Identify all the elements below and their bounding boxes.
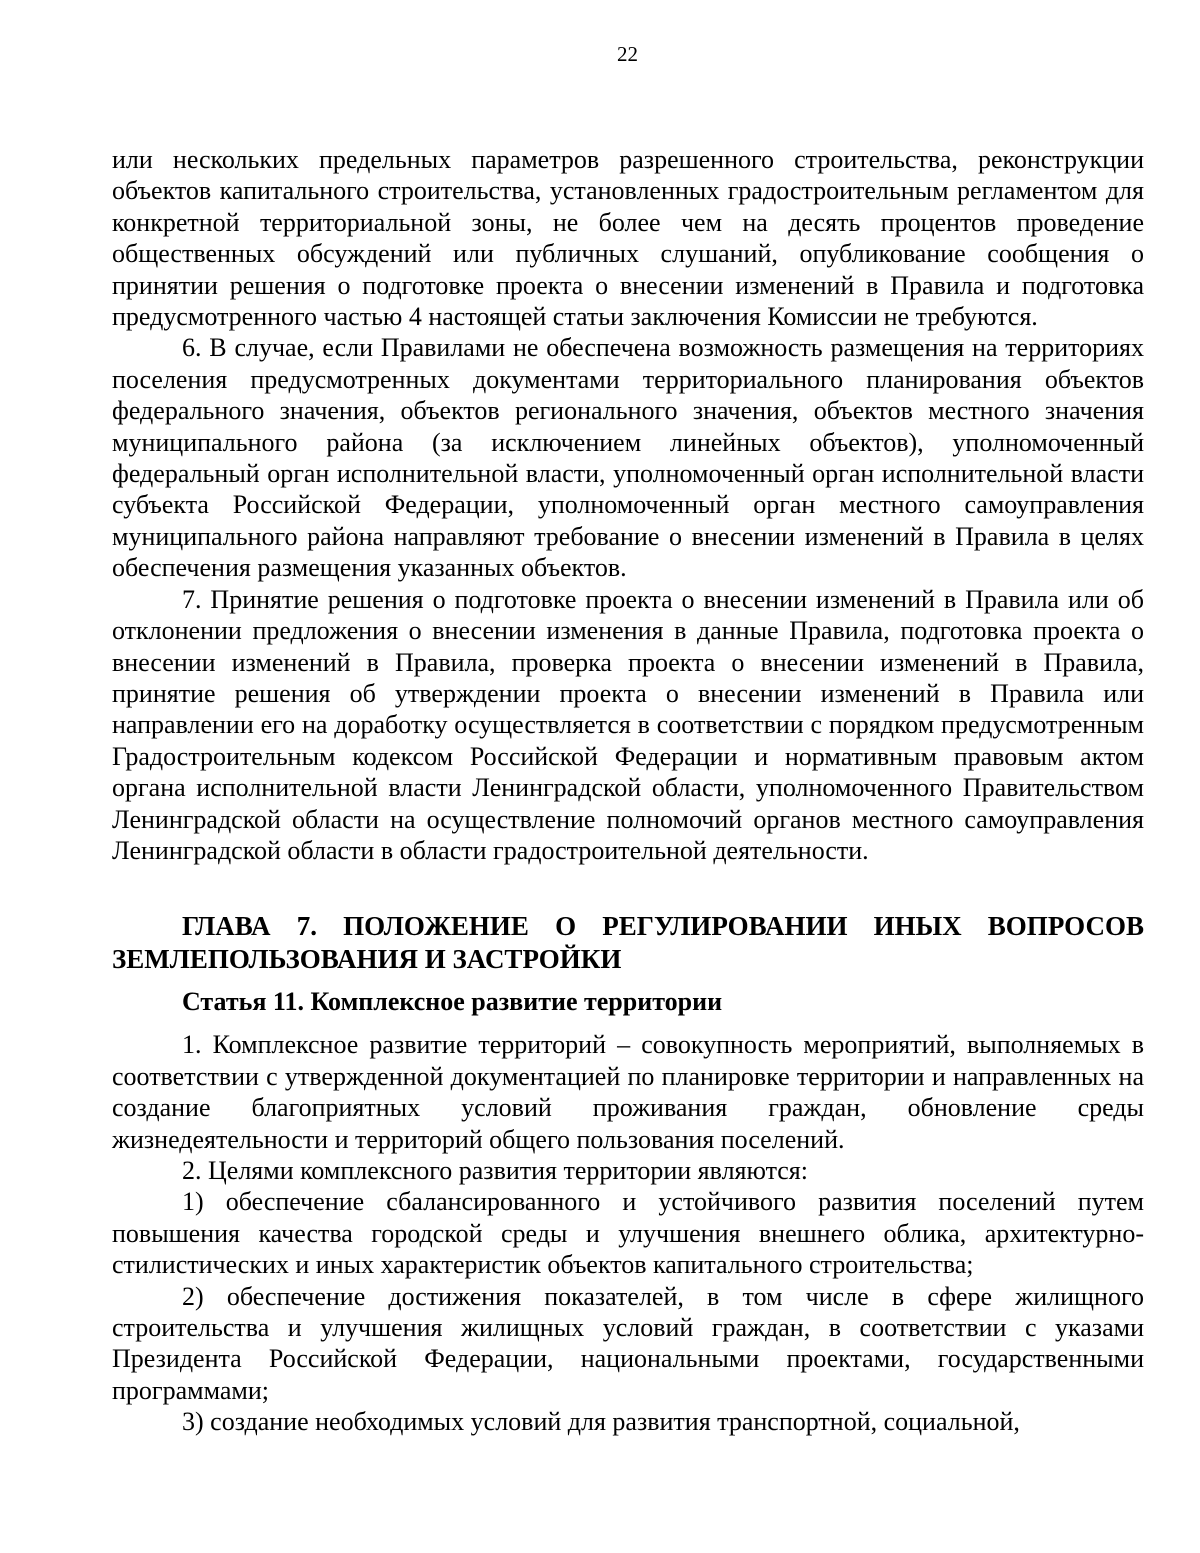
paragraph-item-2: 2. Целями комплексного развития территории являются: [182,1155,808,1185]
list-item-1: 1) обеспечение сбалансированного и устойчивого развития поселений путем повышения качества городской среды и улучшения внешнего облика, архитектурно-стилистических и иных характеристик объектов капитального строительства; [112,1187,1144,1280]
paragraph-item-6: 6. В случае, если Правилами не обеспечена возможность размещения на территориях поселения предусмотренных документами территориального планирования объектов федерального значения, объектов регионального значения, объектов местного значения муниципального района (за исключением линейных объектов), уполномоченный федеральный орган исполнительной власти, уполномоченный орган исполнительной власти субъекта Российской Федерации, уполномоченный орган местного самоуправления муниципального района направляют требование о внесении изменений в Правила в целях обеспечения размещения указанных объектов. [112,333,1144,583]
paragraph-continuation: или нескольких предельных параметров разрешенного строительства, реконструкции объектов капитального строительства, установленных градостроительным регламентом для конкретной территориальной зоны, не более чем на десять процентов проведение общественных обсуждений или публичных слушаний, опубликование сообщения о принятии решения о подготовке проекта о внесении изменений в Правила и подготовка предусмотренного частью 4 настоящей статьи заключения Комиссии не требуются. [112,145,1144,332]
page-number: 22 [617,42,638,66]
list-item-3: 3) создание необходимых условий для развития транспортной, социальной, [182,1407,1020,1437]
article-heading: Статья 11. Комплексное развитие территории [182,987,723,1017]
chapter-heading: ГЛАВА 7. ПОЛОЖЕНИЕ О РЕГУЛИРОВАНИИ ИНЫХ ВОПРОСОВ ЗЕМЛЕПОЛЬЗОВАНИЯ И ЗАСТРОЙКИ [112,911,1144,975]
document-body [112,144,1144,1438]
list-item-2: 2) обеспечение достижения показателей, в том числе в сфере жилищного строительства и улучшения жилищных условий граждан, в соответствии с указами Президента Российской Федерации, национальными проектами, государственными программами; [112,1281,1144,1405]
paragraph-item-7: 7. Принятие решения о подготовке проекта о внесении изменений в Правила или об отклонении предложения о внесении изменения в данные Правила, подготовка проекта о внесении изменений в Правила, проверка проекта о внесении изменений в Правила, принятие решения об утверждении проекта о внесении изменений в Правила или направлении его на доработку осуществляется в соответствии с порядком предусмотренным Градостроительным кодексом Российской Федерации и нормативным правовым актом органа исполнительной власти Ленинградской области, уполномоченного Правительством Ленинградской области на осуществление полномочий органов местного самоуправления Ленинградской области в области градостроительной деятельности. [112,584,1144,865]
paragraph-item-1: 1. Комплексное развитие территорий – совокупность мероприятий, выполняемых в соответствии с утвержденной документацией по планировке территории и направленных на создание благоприятных условий проживания граждан, обновление среды жизнедеятельности и территорий общего пользования поселений. [112,1030,1144,1154]
